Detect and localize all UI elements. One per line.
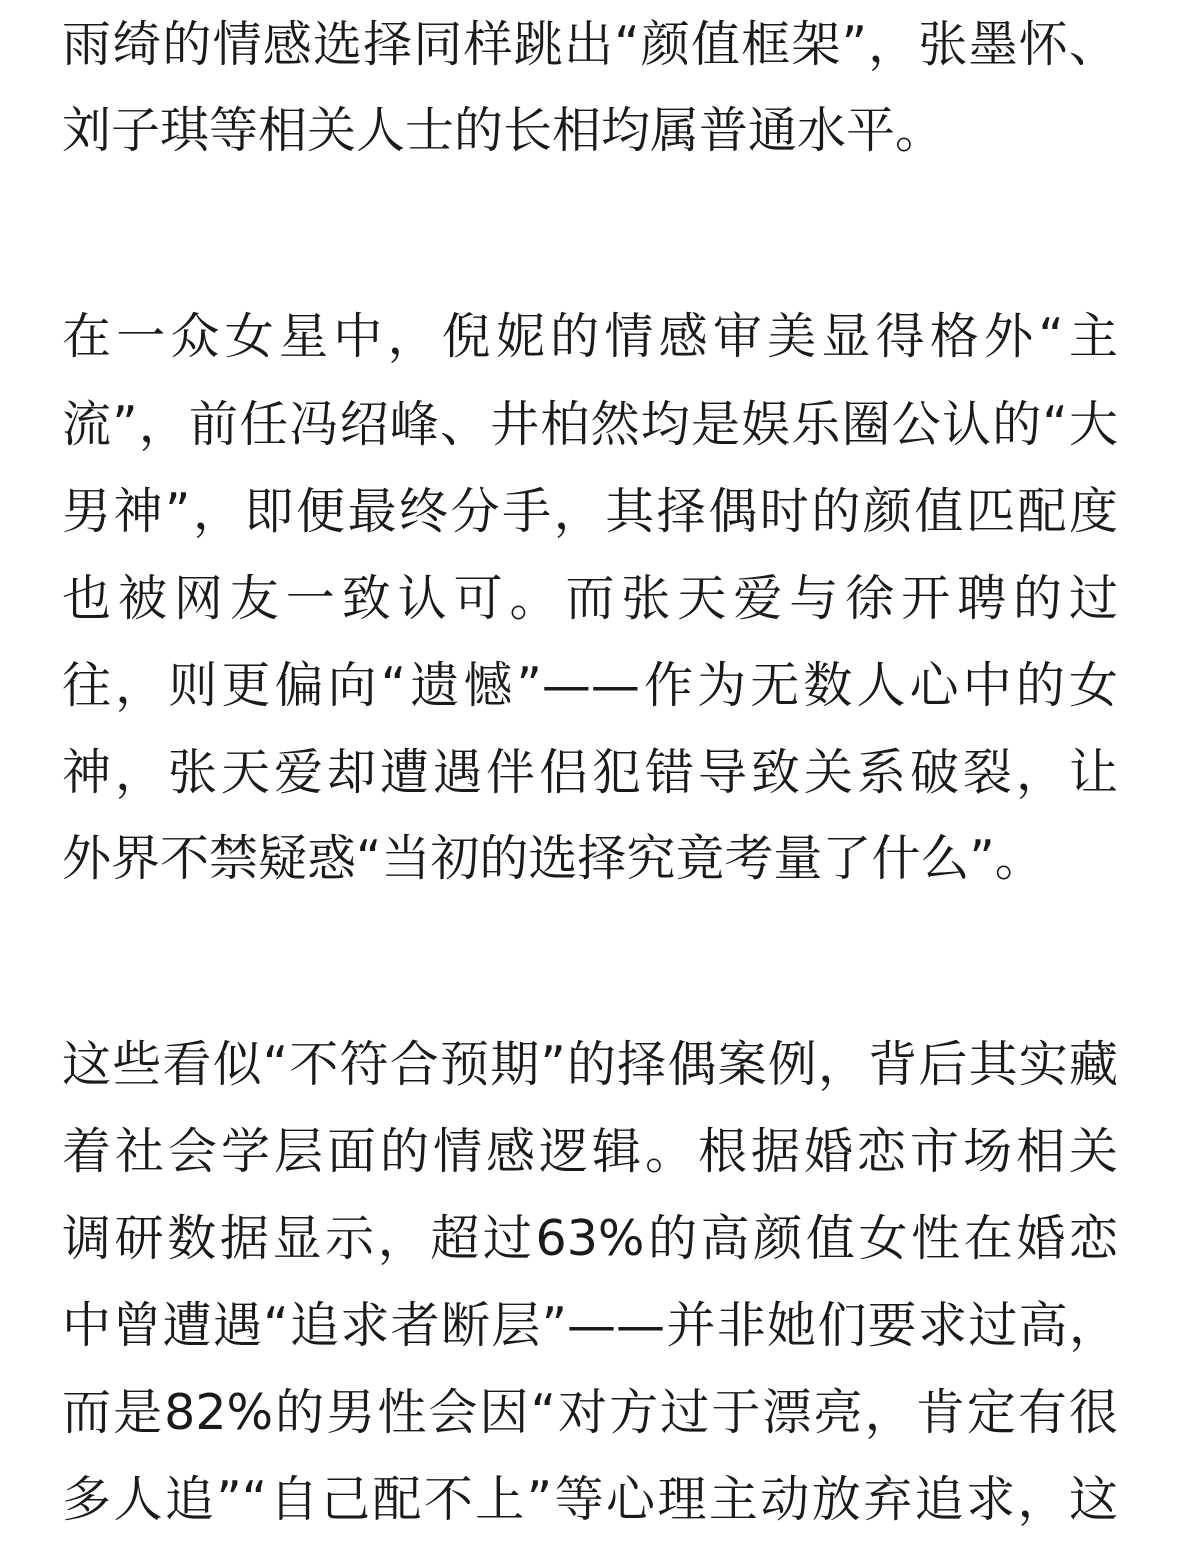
text-line: 也被网友一致认可。而张天爱与徐开聘的过 (62, 570, 1118, 627)
text-line: 流”，前任冯绍峰、井柏然均是娱乐圈公认的“大 (62, 396, 1118, 453)
text-line: 调研数据显示，超过63%的高颜值女性在婚恋 (62, 1210, 1118, 1267)
text-line: 这些看似“不符合预期”的择偶案例，背后其实藏 (62, 1036, 1118, 1093)
text-line: 而是82%的男性会因“对方过于漂亮，肯定有很 (62, 1384, 1118, 1441)
text-line: 往，则更偏向“遗憾”——作为无数人心中的女 (62, 657, 1118, 714)
text-line: 刘子琪等相关人士的长相均属普通水平。 (62, 102, 945, 159)
text-line: 中曾遭遇“追求者断层”——并非她们要求过高， (62, 1297, 1118, 1354)
text-line: 外界不禁疑惑“当初的选择究竟考量了什么”。 (62, 830, 1044, 887)
text-line: 雨绮的情感选择同样跳出“颜值框架”，张墨怀、 (62, 16, 1118, 73)
text-line: 男神”，即便最终分手，其择偶时的颜值匹配度 (62, 483, 1118, 540)
text-line: 在一众女星中，倪妮的情感审美显得格外“主 (62, 308, 1118, 365)
text-line: 多人追”“自己配不上”等心理主动放弃追求，这 (62, 1471, 1118, 1528)
text-line: 神，张天爱却遭遇伴侣犯错导致关系破裂，让 (62, 744, 1118, 801)
text-line: 着社会学层面的情感逻辑。根据婚恋市场相关 (62, 1123, 1118, 1180)
